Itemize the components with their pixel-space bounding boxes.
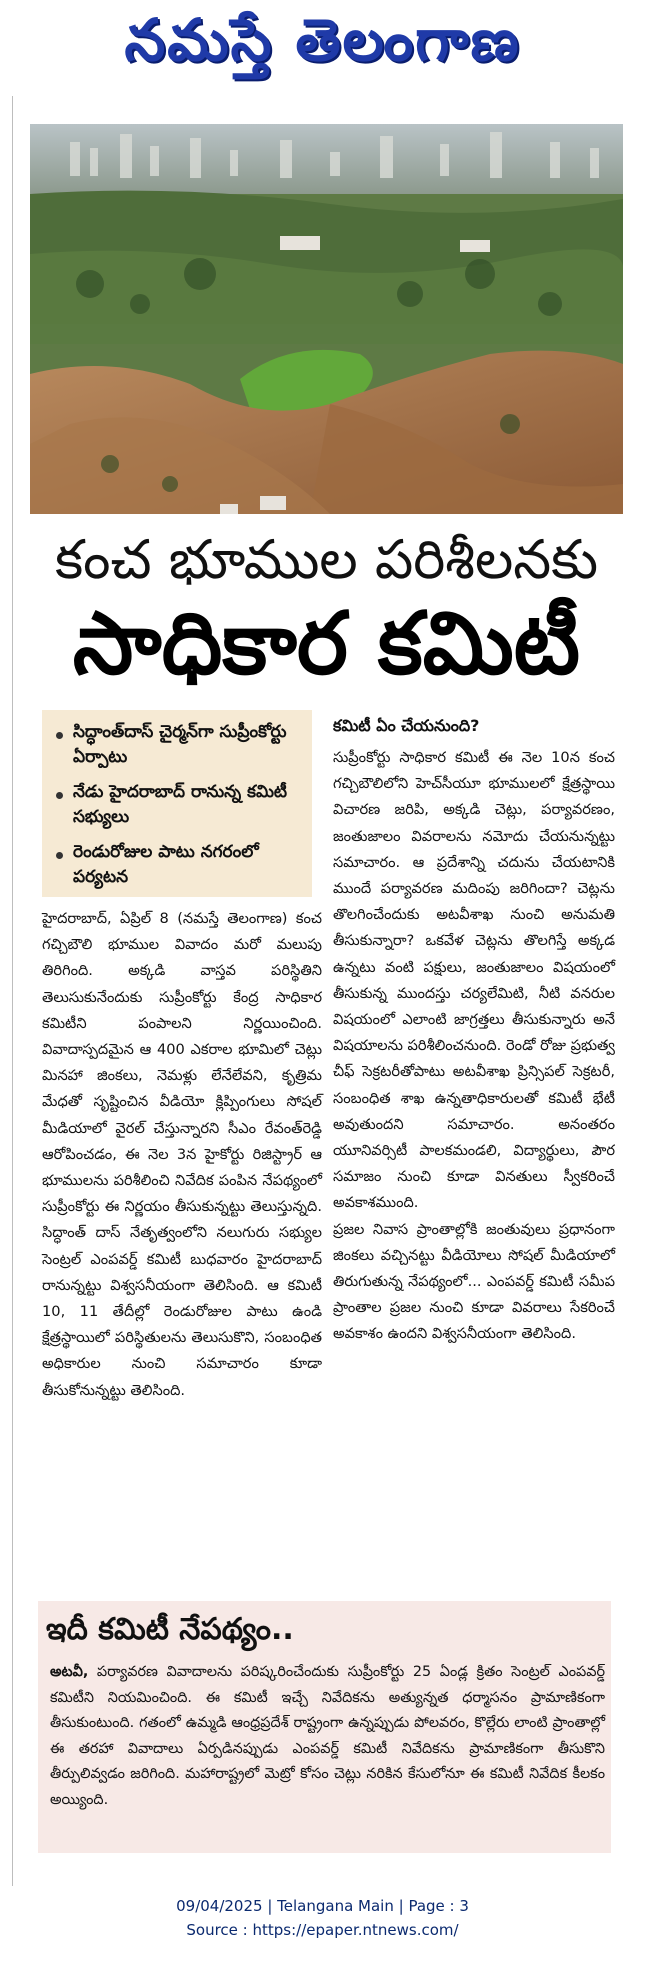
aerial-photo <box>30 124 623 514</box>
masthead <box>0 0 645 92</box>
article-paragraph: సుప్రీంకోర్టు సాధికార కమిటీ ఈ నెల 10న కంచ గచ్చిబౌలిలోని హెచ్‌సీయూ భూములలో క్షేత్రస్థాయి విచారణ జరిపి, అక్కడి చెట్లు, పర్యావరణం, జంతుజాలం వివరాలను నమోదు చేయనున్నట్టు సమాచారం. ఆ ప్రదేశాన్ని చదును చేయటానికి ముందే పర్యావరణ మదింపు జరిగిందా? చెట్లను తొలగించేందుకు అటవీశాఖ నుంచి అనుమతి తీసుకున్నారా? ఒకవేళ చెట్లను తొలగిస్తే అక్కడ ఉన్నటు వంటి పక్షులు, జంతుజాలం విషయంలో తీసుకున్న ముందస్తు చర్యలేమిటి, నీటి వనరుల విషయంలో ఎలాంటి జాగ్రత్తలు తీసుకున్నారు అనే విషయాలను పరిశీలించనుంది. రెండో రోజు ప్రభుత్వ చీఫ్ సెక్రటరీతోపాటు అటవీశాఖ ప్రిన్సిపల్ సెక్రటరీ, సంబంధిత శాఖ ఉన్నతాధికారులతో కమిటీ భేటీ అవుతుందని సమాచారం. అనంతరం యూనివర్సిటీ పాలకమండలి, విద్యార్థులు, పౌర సమాజం నుంచి కూడా వినతులు స్వీకరించే అవకాశముంది. <box>333 749 615 1212</box>
section-subhead: కమిటీ ఏం చేయనుంది? <box>333 716 480 735</box>
footer-edition: 09/04/2025 | Telangana Main | Page : 3 <box>176 1897 469 1915</box>
highlight-text: రెండురోజుల పాటు నగరంలో పర్యటన <box>73 842 259 887</box>
footer-source: Source : https://epaper.ntnews.com/ <box>186 1921 459 1939</box>
headline-line-1: కంచ భూముల పరిశీలనకు <box>54 528 599 591</box>
highlight-item <box>50 720 304 770</box>
newspaper-title: నమస్తే తెలంగాణ <box>124 6 521 74</box>
article-body: హైదరాబాద్, ఏప్రిల్ 8 (నమస్తే తెలంగాణ) కంచ గచ్చిబౌలి భూముల వివాదం మరో మలుపు తిరిగింది. అక్కడి వాస్తవ పరిస్థితిని తెలుసుకునేందుకు సుప్రీంకోర్టు కేంద్ర సాధికార కమిటీని పంపాలని నిర్ణయించింది. వివాదాస్పదమైన ఆ 400 ఎకరాల భూమిలో చెట్లు మినహా జింకలు, నెమళ్లు లేనేలేవని, కృత్రిమ మేధతో సృష్టించిన వీడియో క్లిప్పింగులు సోషల్ మీడియాలో వైరల్ చేస్తున్నారని సీఎం రేవంత్‌రెడ్డి ఆరోపించడం, ఈ నెల 3న హైకోర్టు రిజిస్ట్రార్ ఆ భూములను పరిశీలించి నివేదిక పంపిన నేపథ్యంలో సుప్రీంకోర్టు ఈ నిర్ణయం తీసుకున్నట్టు తెలుస్తున్నది. సిద్ధాంత్ దాస్ నేతృత్వంలోని నలుగురు సభ్యుల సెంట్రల్ ఎంపవర్డ్ కమిటీ బుధవారం హైదరాబాద్ రానున్నట్టు విశ్వసనీయంగా తెలిసింది. ఆ కమిటీ 10, 11 తేదీల్లో రెండురోజుల పాటు ఉండి క్షేత్రస్థాయిలో పరిస్థితులను తెలుసుకొని, సంబంధిత అధికారుల నుంచి సమాచారం కూడా తీసుకోనున్నట్టు తెలిసింది. <box>42 910 322 1399</box>
article-paragraph: ప్రజల నివాస ప్రాంతాల్లోకి జంతువులు ప్రధానంగా జింకలు వచ్చినట్టు వీడియోలు సోషల్ మీడియాలో తిరుగుతున్న నేపథ్యంలో... ఎంపవర్డ్ కమిటీ సమీప ప్రాంతాల ప్రజల నుంచి కూడా వివరాలు సేకరించే అవకాశం ఉందని విశ్వసనీయంగా తెలిసింది. <box>333 1220 615 1343</box>
background-lead: అటవీ, <box>50 1664 89 1680</box>
bullet-icon <box>56 732 63 739</box>
article-right-column <box>333 713 615 1348</box>
highlight-text: నేడు హైదరాబాద్ రానున్న కమిటీ సభ్యులు <box>73 782 288 827</box>
highlight-item <box>50 780 304 830</box>
highlight-text: సిద్ధాంత్‌దాస్ చైర్మన్‌గా సుప్రీంకోర్టు ఏర్పాటు <box>73 722 287 767</box>
headline-line-2: సాధికార కమిటీ <box>72 594 581 694</box>
page-footer <box>0 1894 645 1942</box>
highlight-item <box>50 840 304 890</box>
bullet-icon <box>56 852 63 859</box>
background-title: ఇదీ కమిటీ నేపథ్యం.. <box>46 1612 294 1647</box>
background-text <box>50 1660 605 1814</box>
article-left-column <box>42 906 322 1404</box>
background-body: పర్యావరణ వివాదాలను పరిష్కరించేందుకు సుప్రీంకోర్టు 25 ఏండ్ల క్రితం సెంట్రల్ ఎంపవర్డ్ కమిటీని నియమించింది. ఈ కమిటీ ఇచ్చే నివేదికను అత్యున్నత ధర్మాసనం ప్రామాణికంగా తీసుకుంటుంది. గతంలో ఉమ్మడి ఆంధ్రప్రదేశ్ రాష్ట్రంగా ఉన్నప్పుడు పోలవరం, కొల్లేరు లాంటి ప్రాంతాల్లో ఈ తరహా వివాదాలు ఏర్పడినప్పుడు ఎంపవర్డ్ కమిటీ నివేదికను ప్రామాణికంగా తీసుకొని తీర్పులివ్వడం జరిగింది. మహారాష్ట్రలో మెట్రో కోసం చెట్లు నరికిన కేసులోనూ ఈ కమిటీ నివేదిక కీలకం అయ్యింది. <box>50 1664 605 1808</box>
highlights-box <box>42 710 312 897</box>
bullet-icon <box>56 792 63 799</box>
